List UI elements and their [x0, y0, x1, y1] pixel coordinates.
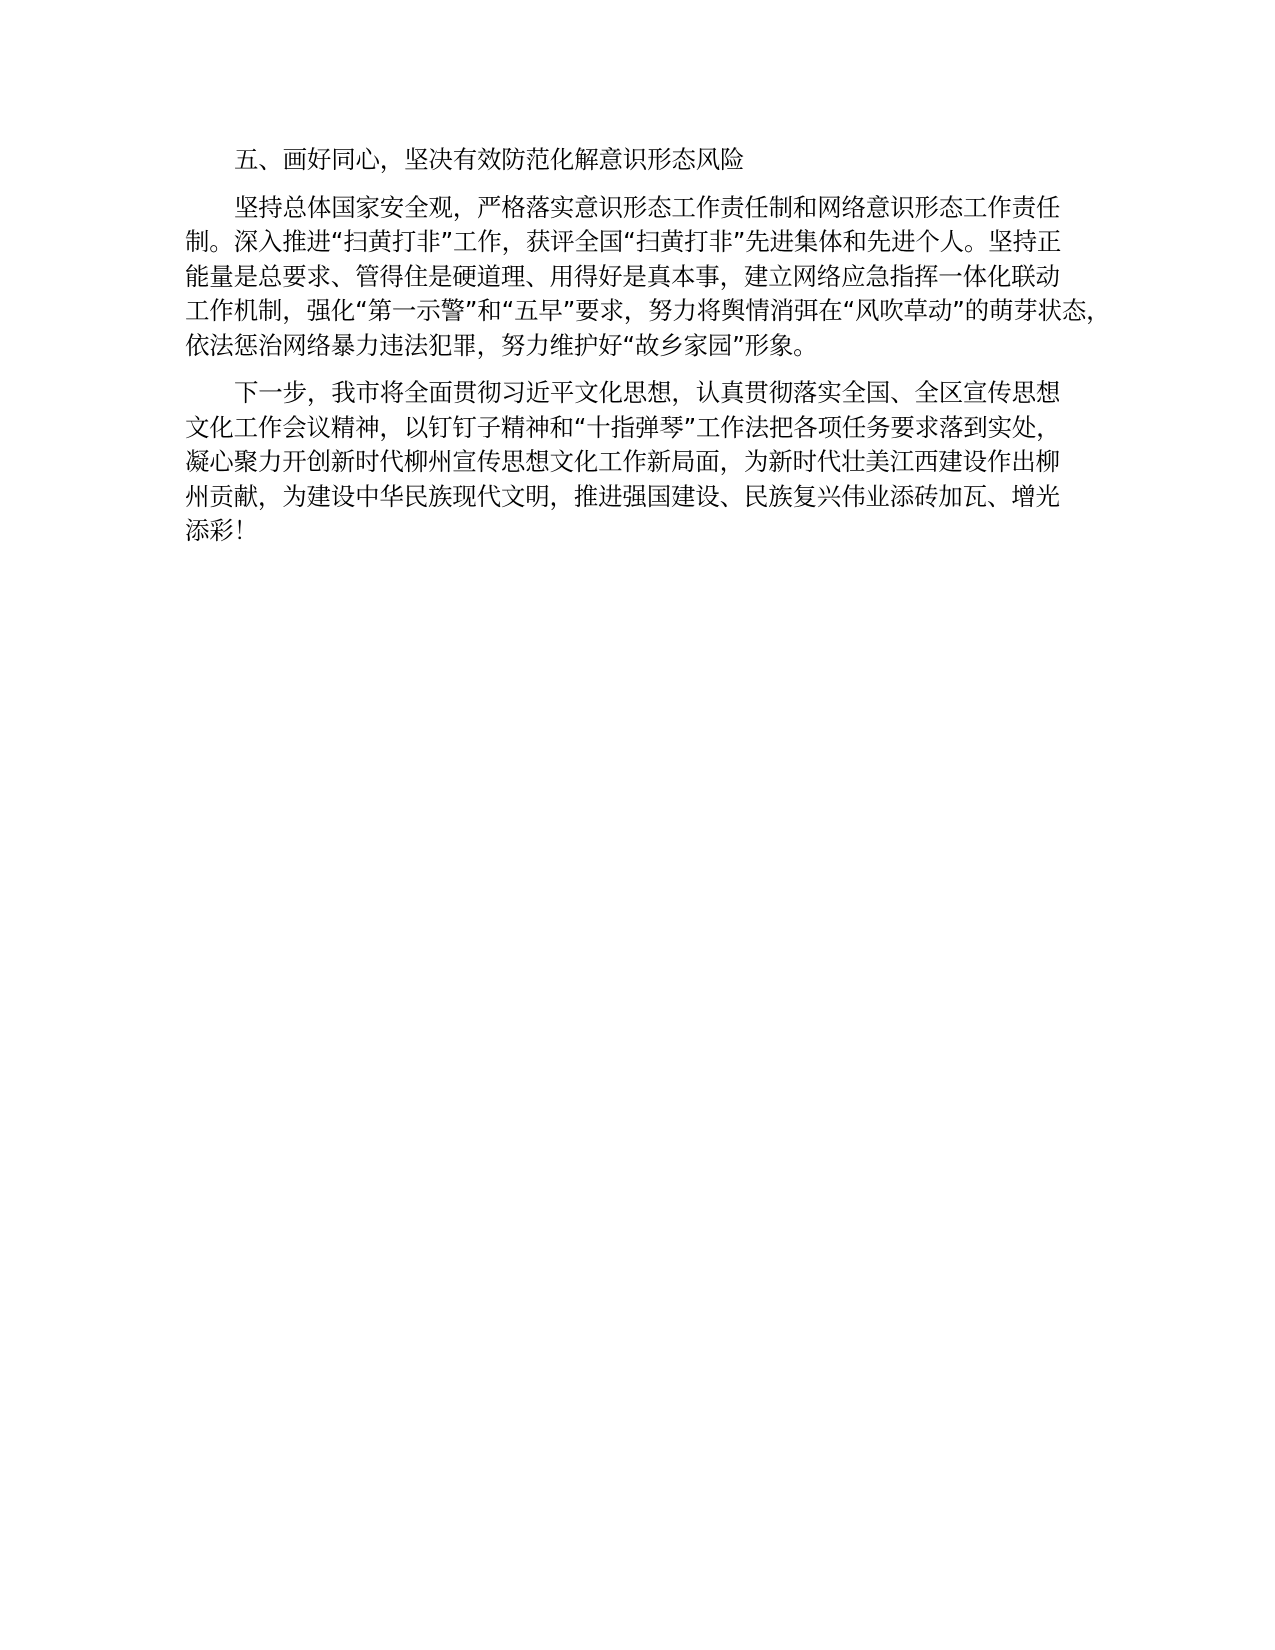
paragraph-line: 能量是总要求、管得住是硬道理、用得好是真本事，建立网络应急指挥一体化联动 [185, 261, 1060, 291]
paragraph-line: 添彩！ [185, 516, 258, 545]
paragraph-line: 工作机制，强化“第一示警”和“五早”要求，努力将舆情消弭在“风吹草动”的萌芽状态， [185, 296, 1111, 325]
paragraph-next-steps [185, 376, 1100, 549]
document-body [185, 143, 1111, 562]
paragraph-line: 凝心聚力开创新时代柳州宣传思想文化工作新局面，为新时代壮美江西建设作出柳 [185, 447, 1060, 476]
paragraph-line: 文化工作会议精神，以钉钉子精神和“十指弹琴”工作法把各项任务要求落到实处， [185, 412, 1061, 442]
paragraph-security [185, 191, 1111, 364]
paragraph-line: 制。深入推进“扫黄打非”工作，获评全国“扫黄打非”先进集体和先进个人。坚持正 [185, 227, 1062, 256]
section-heading: 五、画好同心，坚决有效防范化解意识形态风险 [234, 145, 745, 174]
paragraph-line: 坚持总体国家安全观，严格落实意识形态工作责任制和网络意识形态工作责任 [234, 192, 1061, 222]
paragraph-line: 州贡献，为建设中华民族现代文明，推进强国建设、民族复兴伟业添砖加瓦、增光 [185, 481, 1060, 511]
paragraph-line: 依法惩治网络暴力违法犯罪，努力维护好“故乡家园”形象。 [185, 330, 818, 360]
paragraph-line: 下一步，我市将全面贯彻习近平文化思想，认真贯彻落实全国、全区宣传思想 [234, 378, 1061, 407]
